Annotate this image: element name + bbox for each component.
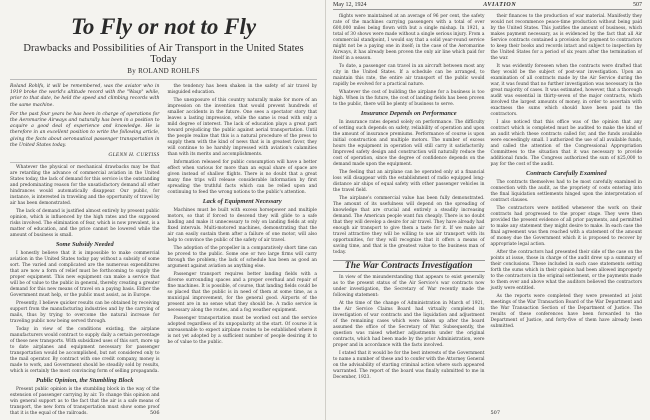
paragraph: The unexposure of this country naturally make for more of an impression on the invention that would prevent hundreds of smaller accidents in the future. One sees a spectator story that leaves a lasting impression, while the same is read with only a mild degree of interest. The lack of education plays a great part toward prejudicing the public against aerial transportation. Until the people realize that this is a natural procedure of the press to supply them with the kind of news that is in greatest favor, they will continue to be harshly impressed with aviation's calamities than with its merits and accomplishments. (167, 98, 317, 157)
editorial-paragraph: Roland Rohlfs, it will be remembered, was the aviator who in 1919 broke the world's altitude record with the "Wasp" while, prior to that date, he held the speed and climbing records with the same machine. (10, 84, 160, 108)
body-text (491, 14, 643, 330)
page-number: 506 (150, 410, 160, 416)
editorial-paragraph: For the past four years he has been in charge of operations for the Aeromarine Airways and naturally has been in a position to acquire a good deal of experience and knowledge. He is therefore in an excellent position to write the following article, giving the facts about aeronautical passenger transportation in the United States today. (10, 111, 160, 148)
paragraph: At the time of the change of Administration in March of 1921, the Air Service Claims Board had virtually completed its investigation of war contracts and the liquidation and adjustment of the remaining cases which were taken up after the board assumed the office of the Secretary of War. Subsequently, the question was raised whether adjustments under the original contracts, which had been made by the prior Administration, were proper and in accordance with the facts involved. (333, 301, 485, 348)
war-contracts-heading: The War Contracts Investigation (333, 260, 485, 272)
paragraph: Whatever the physical or mechanical drawbacks may be that are retarding the advance of commercial aviation in the United States today, the lack of demand for this service is the outstanding and predominating reason for the unsatisfactory demand all other hindrances would automatically disappear. Our public, for instance, is interested in traveling and the opportunity of travel by air has been demonstrated. (10, 165, 160, 207)
right-columns (333, 14, 642, 383)
paragraph: The lack of demand is justified almost entirely by present public opinion, which is influenced by the high rates and the supposed risks involved. The elimination of fear, which is now prevalent, is a matter of education, and the price cannot be lowered while the amount of business is small. (10, 209, 160, 239)
subhead-public-opinion: Public Opinion, the Stumbling Block (36, 377, 134, 385)
right-column-1 (333, 14, 485, 383)
subhead-some-subsidy: Some Subsidy Needed (55, 241, 114, 249)
paragraph: The feeling that an airplane can be operated only at a financial loss will disappear with the establishment of radio equipped long-distance air ships of equal safety with other passenger vehicles in the travel field. (333, 170, 485, 193)
paragraph: flights were maintained at an average of 96 per cent, the safety rate of the machines carrying passengers with a total of over 600,000 miles being flown with but a single mishap. In 1921, a total of 30 shows were made without a single serious injury. From a commercial standpoint, I would say that a solid year-round service might not be a paying one in itself; in the case of the Aeromarine Airways, it has already been proven the only air line which paid for itself in a season. (333, 14, 485, 61)
paragraph: Passenger transport requires better landing fields with a diverse surrounding spaces and a proper overhaul and repair of fine machines. It is possible, of course, that landing fields could be so placed that the public is in need of them at some time, as a municipal improvement, for the general good. Airports of the present are in no sense what they should be. A radio service is necessary along the routes, and a fog weather equipment. (167, 272, 317, 313)
left-column-2 (168, 84, 318, 419)
section-divider (10, 162, 160, 163)
subhead-lack-equipment: Lack of Equipment Necessary (202, 198, 282, 205)
paragraph: In view of the misunderstanding that appears to exist generally as to the present status of the Air Service's war contracts now under investigation, the Secretary of War recently made the following statement: (333, 275, 485, 298)
paragraph: Machines must be built with excess horsepower and multiple motors, so that if forced to descend they will glide to a safe landing and make it unnecessary to rely on landing fields at only fixed intervals. Multi-motored machines, demonstrating that the air can easily sustain them after a failure of one motor, will also help to convince the public of the safety of air travel. (167, 208, 317, 243)
left-columns (10, 84, 317, 419)
paragraph: Present public opinion is the stumbling block in the way of the extension of passenger carrying by air. To change this opinion and win general support as to the fact that the air is a safe means of transport, the new form of transportation must show some proof that it is the equal of the railroads. (10, 387, 160, 417)
body-text (168, 84, 318, 346)
paragraph: Whatever the cost of building the airplane for a business is too high. When in the future, the cost of landing fields has been proven to the public, there will be plenty of business to serve. (333, 90, 485, 107)
body-text (10, 165, 160, 417)
title-divider (10, 79, 317, 80)
paragraph: the tendency has been shaken in the safety of air travel by misguided education. (167, 84, 317, 95)
left-column-1 (10, 84, 160, 419)
subhead-contracts-examined: Contracts Carefully Examined (525, 170, 607, 177)
paragraph: The adoption of the propeller in a comparatively short time can be proved to the public. Some one or two large firms will carry through the problem; the lack of schedule has been as good an argument against aviation as anything else. (167, 246, 317, 269)
paragraph: It was evidently foreseen when the contracts were drafted that they would be the subject of post-war investigation. Upon an examination of all contracts made by the Air Service during the war, it was found that no further investigation was necessary in the great majority of cases. It was estimated, however, that a thorough audit was essential in thirty-seven of the major contracts, which involved the largest amounts of money, in order to ascertain with exactness the sums which should have been paid to the contractors. (490, 64, 642, 117)
journal-name: AVIATION (483, 2, 517, 8)
paragraph: I also noticed that this office was of the opinion that any contract which is completed must be audited to make the kind of an audit which these contracts called for, and the funds available were exceedingly small. I authorized the use of all available funds, and called the attention of the Congressional Appropriation Committees to the situation that it was necessary to provide additional funds. The Congress authorized the sum of $25,000 to pay for the cost of the audit. (490, 120, 642, 167)
paragraph: To date, a passenger can travel in an aircraft between most any city in the United States. If a schedule can be arranged, to maintain this rate, the entire air transport of the public would rapidly be evolved for a practical nature. (333, 64, 485, 87)
paragraph: The contractors were notified whenever the work on their contracts had progressed to the proper stage. They were then provided the present evidence of all prior payments, and permitted to make any statement they might desire to make. In each case the final agreement was then reached with a statement of the amount of money due the Government which it is proposed to recover by appropriate legal action. (490, 206, 642, 247)
editorial-note (10, 84, 160, 158)
article-byline: By ROLAND ROHLFS (127, 67, 200, 75)
paragraph: As the reports were completed they were presented at joint meetings of the War Transaction Board of the War Department and the War Transaction Section of the Department of Justice. The results of these conferences have been forwarded to the Department of Justice, and forty-five of them have already been submitted. (490, 294, 642, 329)
right-column-2 (491, 14, 643, 383)
paragraph: The contracts themselves had to be most carefully examined in connection with the audit, as the propriety of costs entering into the final liquidation settlements hinged upon the interpretation of contract clauses. (490, 180, 642, 203)
body-text (333, 14, 485, 381)
article-title: To Fly or not to Fly (70, 14, 257, 39)
paragraph: Information released for public consumption will have a better effect when various for more than an equal share of space are given instead of shallow flights. There is no doubt that a great many fine trips will release considerable information by first spreading the truthful facts which can be relied upon and continuing to feed the wrong notions to the public's attention. (167, 160, 317, 195)
paragraph: Passenger transportation must be worked out and the service adopted regardless of its unpopularity at the start. Of course it is unreasonable to expect airplane routes to be established where it is not yet adopted by a sufficient number of people desiring it to be of value to the public. (167, 316, 317, 345)
page-number: 507 (490, 410, 500, 416)
paragraph: their finances to the production of war material. Manifestly they would not recommence peace-time production without being paid by the United States. This justifies the amount of business, which makes payment necessary, as is evidenced by the fact that all Air Service contracts contained a provision for payment to contractors to keep their books and records intact and subject to inspection by the United States for a period of six years after the termination of the war. (490, 14, 642, 61)
running-head (333, 2, 642, 10)
paragraph: In insurance rates depend solely on performance. The difficulty of setting such depends on safety, reliability of operation and upon the amount of insurance premiums. Performance of course is upon initial construction and multiple motors. The number of excess hours the equipment in operation will still carry it satisfactorily. Improved safety design and construction will naturally reduce the cost of operation, since the degree of confidence depends on the demand made upon the equipment. (333, 120, 485, 167)
running-folio: 507 (633, 2, 642, 8)
editorial-signoff: GLENN H. CURTISS (108, 152, 160, 159)
paragraph: After the contractors had presented their side of the case on the points at issue, those in charge of the audit drew up a summary of their conclusions. These included in each case statements setting forth the sums which in their opinion had been allowed improperly to the contractors in the original settlement, or the payments made to them over and above what the auditors believed the contractors justly were entitled. (490, 250, 642, 291)
paragraph: I honestly believe that it is impossible to make commercial aviation in the United States today pay without a subsidy of some sort. The varied and complicated are the numerous expenditures that are now a form of relief must be forthcoming to supply the proper equipment. This new equipment can make a service that will be of value to the public in general, thereby creating a greater demand for this new means of travel on a paying basis. Either the Government must help, or the public must assist, as in Europe. (10, 251, 160, 299)
article-subtitle: Drawbacks and Possibilities of Air Transport in the United States Today (23, 43, 304, 65)
right-page (327, 0, 650, 420)
paragraph: The airplane's commercial value has been fully demonstrated. The amount of its usefulness will depend on the spreading of knowledge that are crucial and entirely a steadily increasing demand. The American people want fun cheaply. There is no doubt that they will develop a desire for air travel. They have already had enough air transport to give them a taste for it. If we make air travel attractive they will be willing to use air transport with its opportunities, for they will recognize that it offers a means of saving time, and that is the greatest value to the business man of today. (333, 196, 485, 255)
paragraph: Presently, I believe quicker results can be obtained by receiving support from the manufacturing industries and by the carrying of mails, thus by trying to overcome the natural increase for traveling public now being served through. (10, 301, 160, 325)
issue-date: May 12, 1924 (333, 2, 367, 8)
paragraph: I stated that it would be for the best interests of the Government to name a number of these and to confer with the Attorney General on the advisability of starting criminal action where such appeared warranted. The report of the board was finally submitted to me in December, 1923. (333, 351, 485, 380)
subhead-insurance: Insurance Depends on Performance (360, 110, 457, 117)
paragraph: Today in view of the conditions existing, the airplane manufacturers would contract to supply daily a certain percentage of these new transports. With subsidized uses of this sort, more up to date airplanes and equipment necessary for passenger transportation would be accomplished, but not considered only to the mail operator. By contract with one credit company, money is made to work, and Government should be steadily sold by results, which is certainly the most convincing form of selling propaganda. (10, 327, 160, 375)
